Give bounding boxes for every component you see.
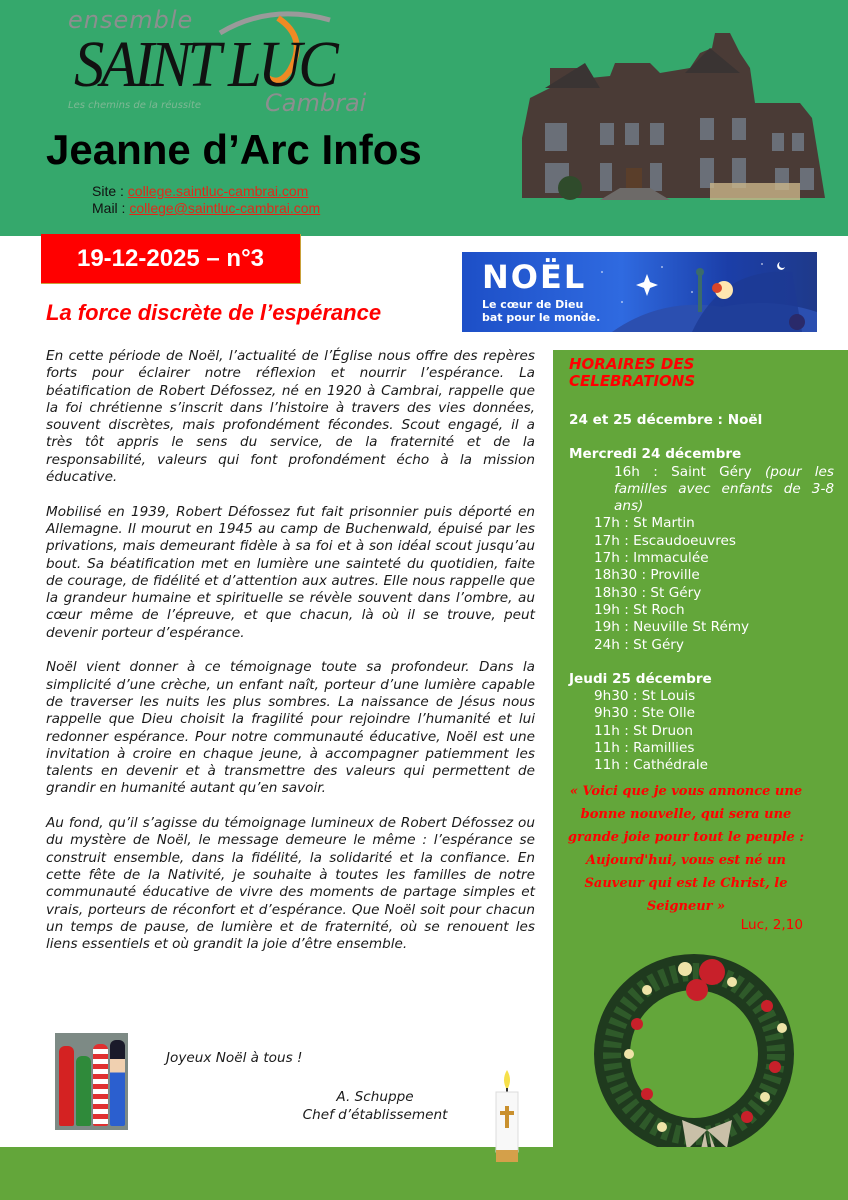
- logo-city: Cambrai: [265, 89, 367, 117]
- logo-main-text: SAINT LUC: [74, 28, 336, 101]
- schedule-item: 19h : St Roch: [594, 601, 685, 618]
- article-paragraph: Noël vient donner à ce témoignage toute sa profondeur. Dans la simplicité d’une crèche, un enfant naît, porteur d’une lumière capable de traverser les nuits les plus sombres. La naissance de Jésus nous rappelle que Dieu choisit la fragilité pour rejoindre l’humanité et lui redonner espérance. Pour notre communauté éducative, Noël est une invitation à croire en chaque jeune, à accompagner patiemment les talents en devenir et à transmettre des valeurs qui permettent de grandir en humanité autant qu’en savoir.: [46, 659, 535, 797]
- moon-icon: [777, 262, 785, 270]
- santa-figure: [59, 1046, 74, 1126]
- schedule: [569, 412, 834, 775]
- schedule-item: 18h30 : Proville: [594, 567, 700, 584]
- article-body: [46, 348, 535, 971]
- site-label: Site :: [92, 183, 124, 199]
- schedule-subtitle: 24 et 25 décembre : Noël: [569, 412, 763, 428]
- noel-banner-image: [462, 252, 817, 332]
- signature-name: A. Schuppe: [336, 1089, 414, 1105]
- celebrations-sidebar: [553, 350, 848, 1200]
- schedule-item: 9h30 : Ste Olle: [594, 705, 696, 722]
- cross-icon: [505, 1106, 509, 1128]
- noel-banner-line1: Le cœur de Dieu: [482, 298, 584, 311]
- logo-ensemble-text: ensemble: [68, 6, 194, 34]
- star-icon: [636, 274, 658, 296]
- day-label: Jeudi 25 décembre: [569, 670, 712, 687]
- noel-banner-title: NOËL: [482, 258, 587, 296]
- schedule-item: 17h : Immaculée: [594, 550, 709, 567]
- article-paragraph: En cette période de Noël, l’actualité de l’Église nous offre des repères forts pour éclairer notre réflexion et nourrir l’espérance. La béatification de Robert Défossez, né en 1920 à Cambrai, rappelle que la foi chrétienne s’inscrit dans l’histoire à travers des vies données, souvent discrètes, mais profondément fécondes. Scout engagé, il a très tôt appris le sens du service, de la fraternité et de la responsabilité, valeurs qui font profondément écho à la mission éducative.: [46, 348, 535, 486]
- mail-link[interactable]: college@saintluc-cambrai.com: [129, 200, 321, 216]
- saint-luc-logo: [60, 6, 390, 117]
- article-paragraph: Mobilisé en 1939, Robert Défossez fut fait prisonnier puis déporté en Allemagne. Il mourut en 1945 au camp de Buchenwald, épuisé par les privations, mais demeurant fidèle à sa foi et à son idéal scout jusqu’au bout. Sa béatification met en lumière une sainteté du quotidien, faite de courage, de fidélité et d’attention aux autres. Elle nous rappelle que la grandeur humaine et spirituelle se révèle souvent dans l’ombre, au cœur même de l’épreuve, et que chacun, là où il se trouve, peut devenir porteur d’espérance.: [46, 503, 535, 641]
- article-paragraph: Au fond, qu’il s’agisse du témoignage lumineux de Robert Défossez ou du mystère de Noël, le message demeure le même : l’espérance se construit ensemble, dans la fidélité, la solidarité et la confiance. En cette fête de la Nativité, je souhaite à toutes les familles de notre communauté éducative de vivre des moments de partage simples et vrais, porteurs de réconfort et d’espérance. Que Noël soit pour chacun un temps de pause, de lumière et de fraternité, où se renouent les liens essentiels et où grandit la joie d’être ensemble.: [46, 815, 535, 953]
- greeting-text: Joyeux Noël à tous !: [166, 1050, 303, 1066]
- signature: [290, 1088, 460, 1124]
- footer-band: [0, 1147, 848, 1200]
- mail-label: Mail :: [92, 200, 126, 216]
- elf-figure: [76, 1056, 91, 1126]
- header-banner: [0, 0, 848, 236]
- christmas-wreath-image: [587, 942, 801, 1176]
- schedule-item: 11h : Cathédrale: [594, 757, 708, 774]
- candle-image: [494, 1068, 520, 1164]
- signature-role: Chef d’établissement: [302, 1107, 448, 1123]
- schedule-item: 11h : Ramillies: [594, 740, 695, 757]
- schedule-item: 17h : Escaudoeuvres: [594, 532, 736, 549]
- christmas-figures-photo: [55, 1033, 128, 1130]
- nutcracker-figure: [110, 1040, 125, 1126]
- issue-date-badge: 19-12-2025 – n°3: [41, 234, 301, 284]
- day-label: Mercredi 24 décembre: [569, 446, 742, 463]
- schedule-item: 16h : Saint Géry (pour les familles avec enfants de 3-8 ans): [614, 463, 834, 515]
- noel-banner-subtitle: [482, 298, 600, 324]
- noel-banner-line2: bat pour le monde.: [482, 311, 601, 324]
- schedule-item: 24h : St Géry: [594, 636, 684, 653]
- contact-info: [92, 183, 320, 217]
- schedule-item: 9h30 : St Louis: [594, 688, 696, 705]
- article-headline: La force discrète de l’espérance: [46, 300, 382, 325]
- schedule-item: 17h : St Martin: [594, 515, 695, 532]
- gnome-figure: [93, 1044, 108, 1126]
- schedule-item: 19h : Neuville St Rémy: [594, 619, 750, 636]
- schedule-note: (pour les familles avec enfants de 3-8 ans): [614, 463, 834, 515]
- schedule-item: 18h30 : St Géry: [594, 584, 702, 601]
- quote-reference: Luc, 2,10: [740, 917, 803, 933]
- flame-icon: [504, 1070, 510, 1090]
- newsletter-title: Jeanne d’Arc Infos: [46, 126, 422, 173]
- site-link[interactable]: college.saintluc-cambrai.com: [127, 183, 309, 199]
- gospel-quote: « Voici que je vous annonce une bonne nouvelle, qui sera une grande joie pour tout le peuple : Aujourd'hui, vous est né un Sauveur qui est le Christ, le Seigneur »: [567, 784, 805, 914]
- sidebar-title: HORAIRES DES CELEBRATIONS: [569, 355, 696, 390]
- school-building-image: [500, 28, 836, 200]
- logo-tagline: Les chemins de la réussite: [68, 100, 201, 111]
- schedule-item: 11h : St Druon: [594, 722, 694, 739]
